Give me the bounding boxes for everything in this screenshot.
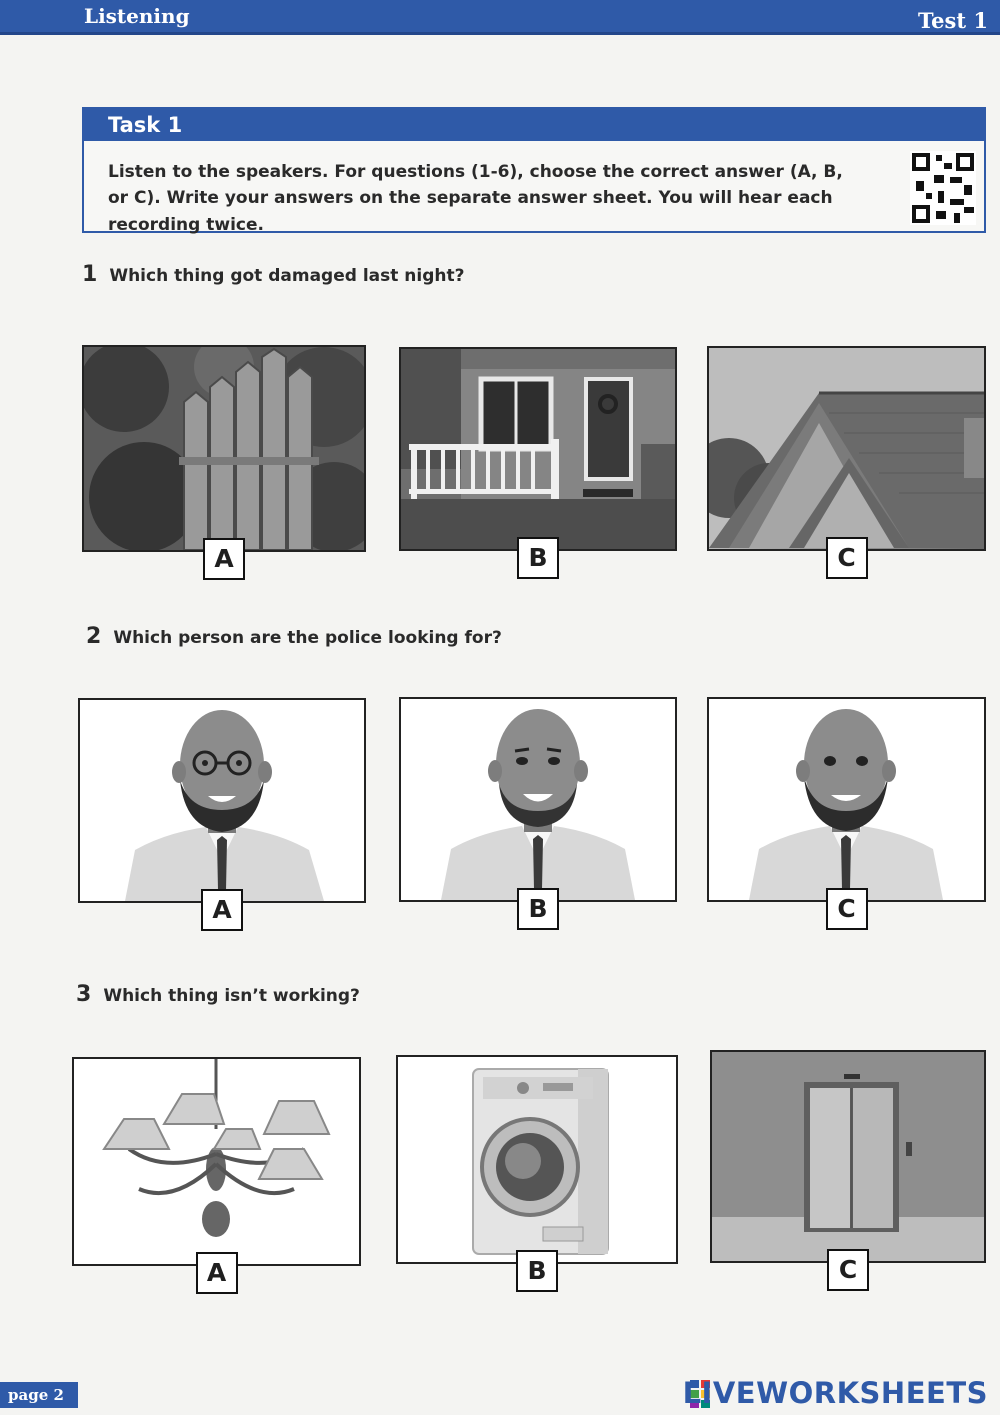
option-1b-porch[interactable]	[399, 347, 677, 572]
option-letter: C	[826, 888, 868, 930]
brand-name: LIVEWORKSHEETS	[682, 1376, 988, 1410]
option-letter: B	[516, 1250, 558, 1292]
option-2c-man-full-beard[interactable]	[707, 697, 986, 923]
chandelier-image	[74, 1059, 359, 1264]
option-1a-fence[interactable]	[82, 345, 366, 573]
question-text: Which person are the police looking for?	[113, 628, 502, 648]
option-3b-washing-machine[interactable]	[396, 1055, 678, 1285]
option-1c-roof[interactable]	[707, 346, 986, 572]
option-letter: B	[517, 888, 559, 930]
man-with-glasses-image	[80, 700, 364, 901]
option-2a-man-glasses[interactable]	[78, 698, 366, 924]
question-number: 3	[76, 982, 92, 1007]
man-with-short-beard-image	[401, 699, 675, 900]
man-with-full-beard-image	[709, 699, 984, 900]
question-1	[82, 262, 465, 287]
question-number: 1	[82, 262, 98, 287]
question-number: 2	[86, 624, 102, 649]
task-instructions: Listen to the speakers. For questions (1-6), choose the correct answer (A, B, or C). Write your answers on the separate answer sheet. You will hear each recording twice.	[108, 162, 843, 235]
option-letter: A	[201, 889, 243, 931]
washing-machine-image	[398, 1057, 676, 1262]
fence-image	[84, 347, 364, 550]
task-box	[82, 107, 986, 233]
option-letter: A	[203, 538, 245, 580]
option-3a-chandelier[interactable]	[72, 1057, 361, 1287]
porch-image	[401, 349, 675, 549]
option-letter: C	[826, 537, 868, 579]
option-3c-elevator[interactable]	[710, 1050, 986, 1284]
elevator-image	[712, 1052, 984, 1261]
roof-image	[709, 348, 984, 549]
option-2b-man-short-beard[interactable]	[399, 697, 677, 923]
question-3	[76, 982, 360, 1007]
task-title: Task 1	[84, 109, 984, 141]
option-letter: A	[196, 1252, 238, 1294]
page-number: page 2	[0, 1382, 78, 1408]
header-bar	[0, 0, 1000, 35]
question-2	[86, 624, 502, 649]
qr-code-icon	[910, 151, 976, 225]
test-label: Test 1	[917, 8, 988, 33]
option-letter: C	[827, 1249, 869, 1291]
section-title: Listening	[84, 4, 190, 28]
option-letter: B	[517, 537, 559, 579]
question-text: Which thing isn’t working?	[103, 986, 360, 1006]
question-text: Which thing got damaged last night?	[109, 266, 465, 286]
